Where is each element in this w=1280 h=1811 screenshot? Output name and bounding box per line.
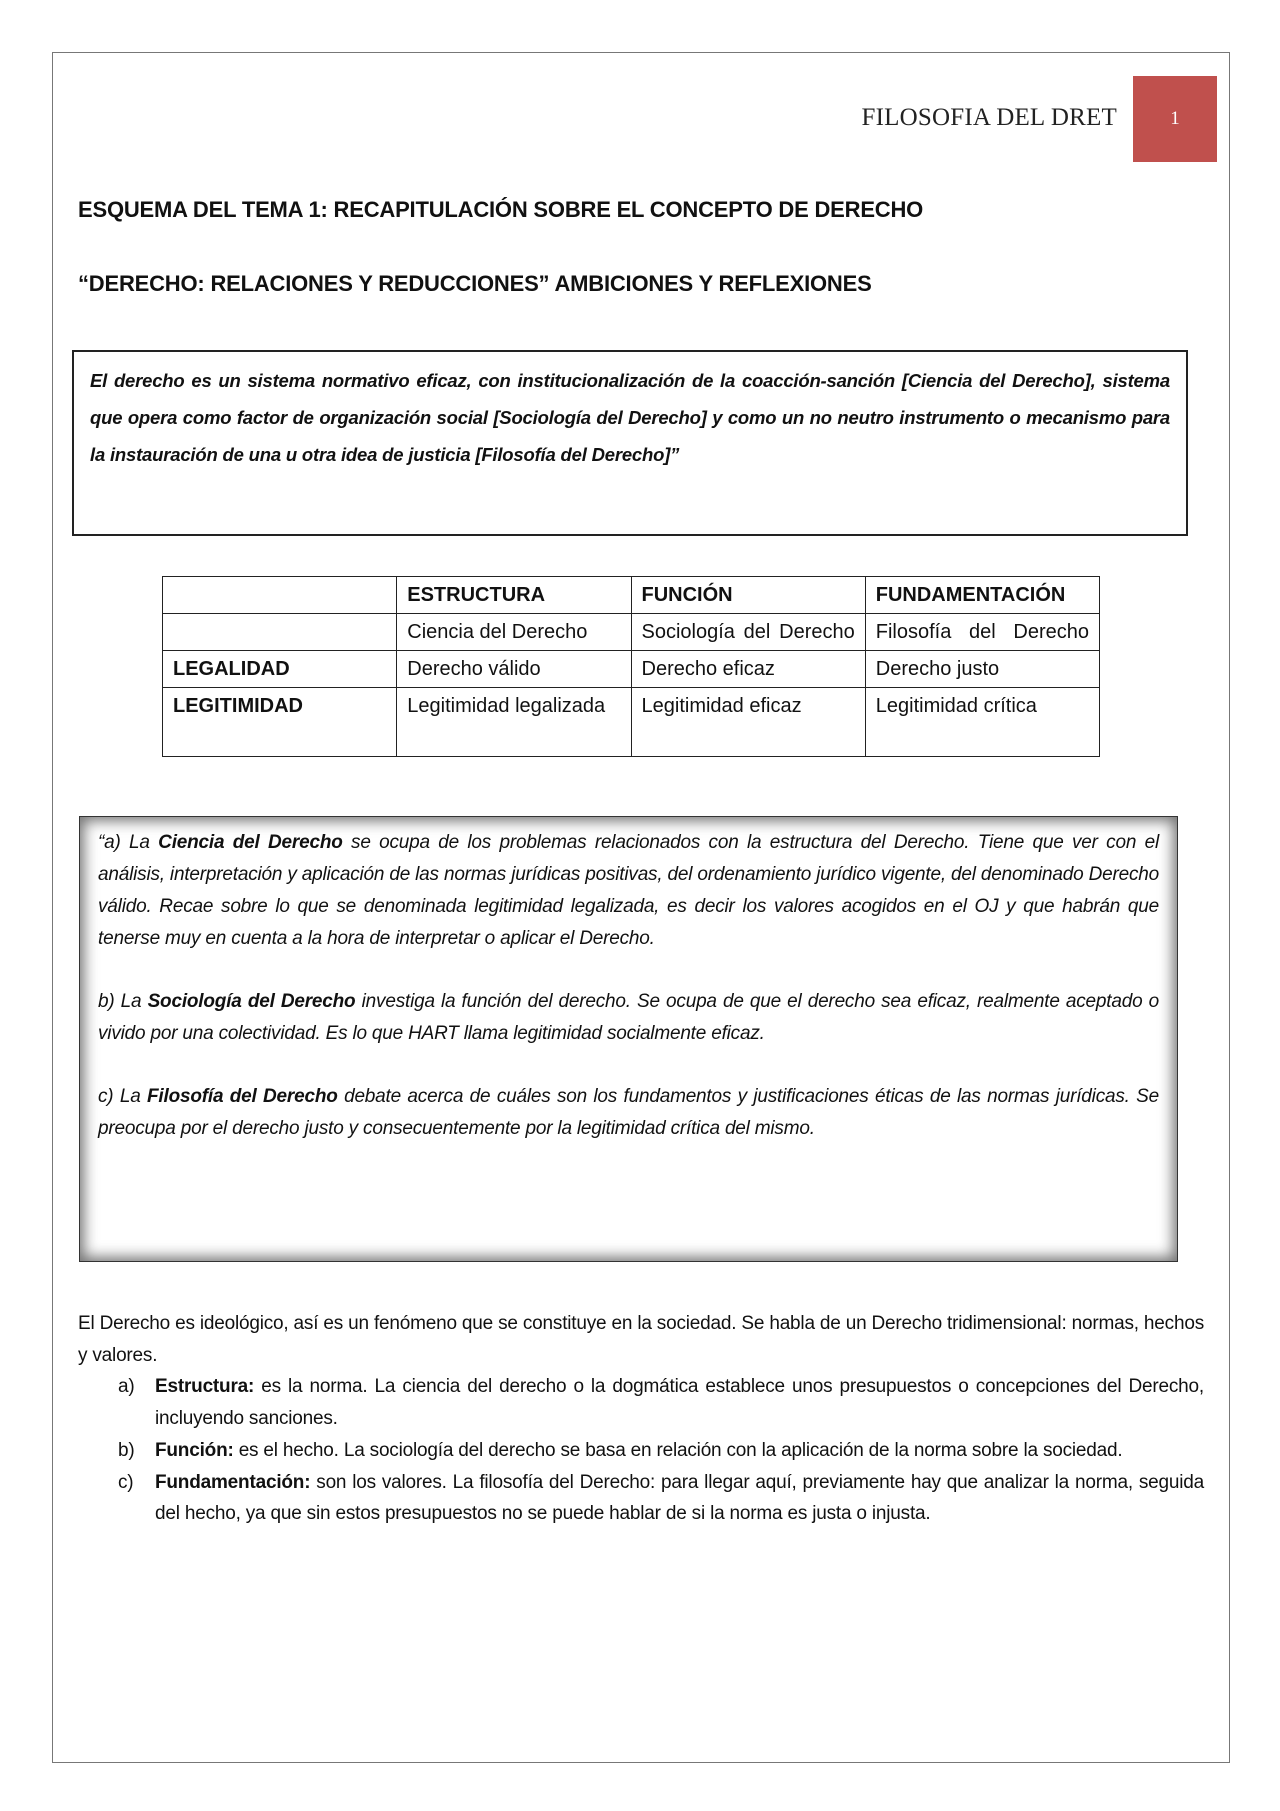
concept-table [162,576,1100,757]
table-header-cell: ESTRUCTURA [397,577,631,614]
quote-term: Ciencia del Derecho [158,832,343,853]
list-text [155,1467,1204,1530]
list-desc: es la norma. La ciencia del derecho o la dogmática establece unos presupuestos o concepciones del Derecho, incluyendo sanciones. [155,1376,1204,1430]
list-label: b) [118,1439,135,1461]
page-number-badge: 1 [1133,76,1217,162]
quote-box [79,816,1178,1262]
table-cell: Derecho justo [865,651,1099,688]
table-cell: Sociología del Derecho [631,614,865,651]
quote-paragraph [98,827,1159,955]
table-cell: Ciencia del Derecho [397,614,631,651]
table-header-cell: FUNCIÓN [631,577,865,614]
table-cell: Legitimidad legalizada [397,688,631,757]
document-title: ESQUEMA DEL TEMA 1: RECAPITULACIÓN SOBRE EL CONCEPTO DE DERECHO [78,197,924,222]
quote-text: c) La [98,1086,148,1107]
table-row [163,614,1100,651]
list-label: c) [118,1471,134,1493]
quote-term: Filosofía del Derecho [147,1086,338,1107]
table-cell: Filosofía del Derecho [865,614,1099,651]
body-section [78,1308,1204,1530]
document-subtitle: “DERECHO: RELACIONES Y REDUCCIONES” AMBICIONES Y REFLEXIONES [78,271,872,296]
list-item [78,1467,1204,1530]
list-desc: es el hecho. La sociología del derecho se basa en relación con la aplicación de la norma sobre la sociedad. [233,1439,1123,1461]
table-header-row [163,577,1100,614]
header-title: FILOSOFIA DEL DRET [861,104,1117,131]
list-item [78,1435,1204,1467]
list-term: Estructura: [155,1376,255,1398]
list-label: a) [118,1376,135,1398]
quote-paragraph [98,1081,1159,1145]
quote-text: investiga la función del derecho. Se ocupa de que el derecho sea eficaz, realmente aceptado o vivido por una colectividad. Es lo que HART llama legitimidad socialmente eficaz. [98,991,1159,1044]
list-item [78,1371,1204,1434]
list-desc: son los valores. La filosofía del Derecho: para llegar aquí, previamente hay que analizar la norma, seguida del hecho, ya que sin estos presupuestos no se puede hablar de si la norma es justa o injusta. [155,1471,1204,1525]
table-cell: LEGITIMIDAD [163,688,397,757]
table-cell [163,614,397,651]
intro-paragraph: El Derecho es ideológico, así es un fenómeno que se constituye en la sociedad. Se habla de un Derecho tridimensional: normas, hechos y valores. [78,1313,1204,1366]
definition-text: El derecho es un sistema normativo eficaz, con institucionalización de la coacción-sanción [Ciencia del Derecho], sistema que opera como factor de organización social [Sociología del Derecho] y como un no neutro instrumento o mecanismo para la instauración de una u otra idea de justicia [Filosofía del Derecho]” [90,370,1170,465]
quote-term: Sociología del Derecho [147,991,356,1012]
table-cell: Derecho eficaz [631,651,865,688]
quote-paragraph [98,986,1159,1050]
quote-text: “a) La [98,832,159,853]
quote-text: debate acerca de cuáles son los fundamentos y justificaciones éticas de las normas jurídicas. Se preocupa por el derecho justo y consecuentemente por la legitimidad crítica del mismo. [98,1086,1159,1139]
quote-text: b) La [98,991,148,1012]
list-text [155,1371,1204,1434]
list-term: Fundamentación: [155,1471,311,1493]
list-term: Función: [155,1439,234,1461]
table-cell: Legitimidad eficaz [631,688,865,757]
definition-box [72,350,1188,536]
table-cell: LEGALIDAD [163,651,397,688]
table-row [163,651,1100,688]
quote-text: se ocupa de los problemas relacionados con la estructura del Derecho. Tiene que ver con el análisis, interpretación y aplicación de las normas jurídicas positivas, del ordenamiento jurídico vigente, del denominado Derecho válido. Recae sobre lo que se denominada legitimidad legalizada, es decir los valores acogidos en el OJ y que habrán que tenerse muy en cuenta a la hora de interpretar o aplicar el Derecho. [98,832,1159,949]
table-cell: Derecho válido [397,651,631,688]
table-header-cell: FUNDAMENTACIÓN [865,577,1099,614]
table-row [163,688,1100,757]
table-header-cell [163,577,397,614]
list-text [155,1435,1204,1467]
table-cell: Legitimidad crítica [865,688,1099,757]
